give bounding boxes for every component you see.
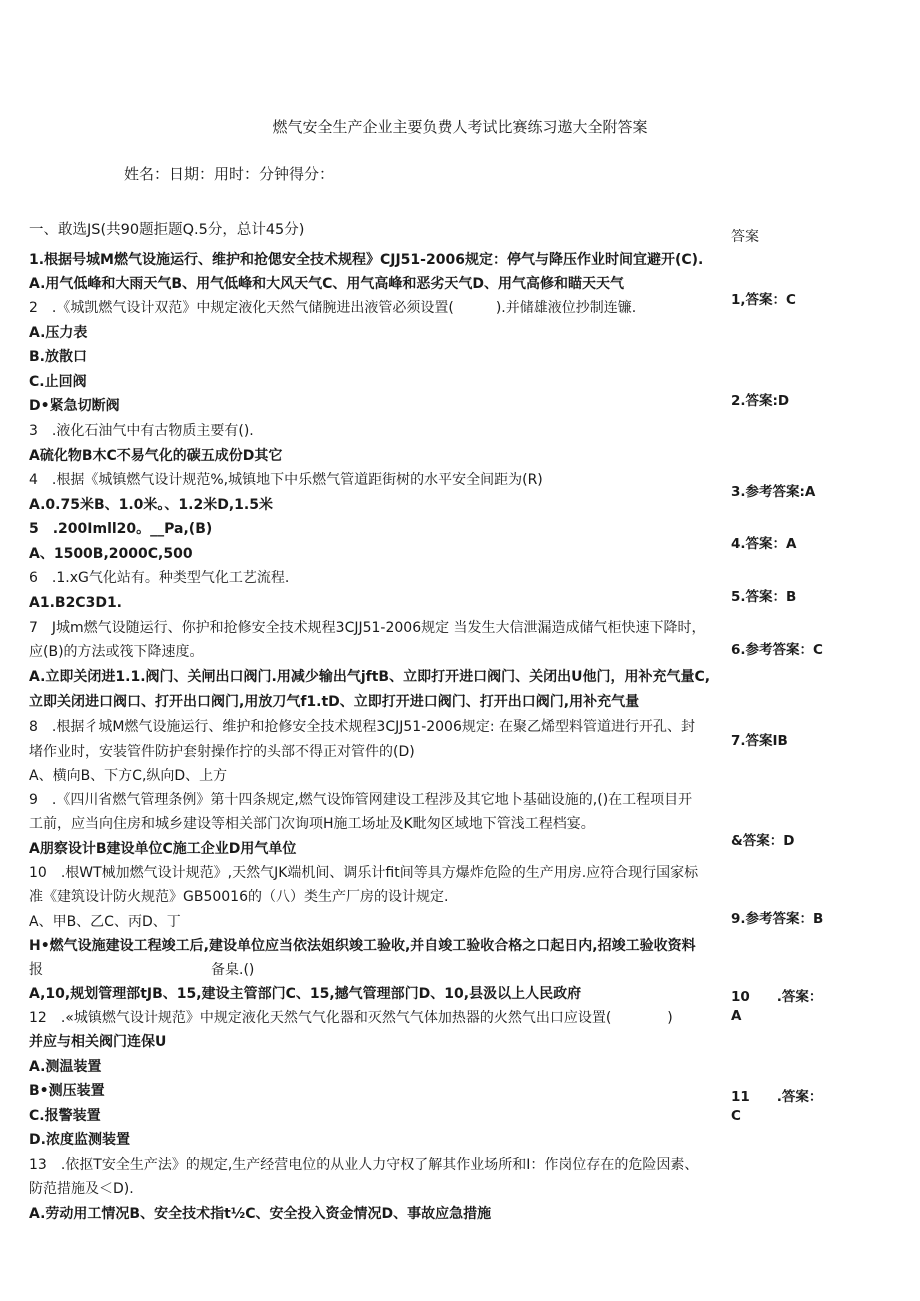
answer-item: 6.参考答案：C	[731, 642, 823, 658]
answer-item: 7.答案IB	[731, 733, 788, 749]
question-line: 报 备臬.()	[29, 962, 255, 978]
option-line: A、横向B、下方C,纵向D、上方	[29, 768, 228, 784]
question-line: 7 J城m燃气设随运行、你护和抢修安全技术规程3CJJ51-2006规定 当发生大信泄漏造成储气柜快速下降时，	[29, 620, 706, 636]
option-line: A.压力表	[29, 325, 88, 341]
option-line: A硫化物B木C不易气化的碳五成份D其它	[29, 448, 283, 464]
candidate-info-line: 姓名：日期：用时：分钟得分：	[124, 165, 335, 183]
question-line: 12 .«城镇燃气设计规范》中规定液化天然气气化器和灭然气气体加热器的火然气出口应设置( )	[29, 1010, 673, 1026]
question-line: 6 .1.xG气化站有。种类型气化工艺流程.	[29, 570, 290, 586]
question-line: 8 .根据彳城M燃气设施运行、维护和抢修安全技术规程3CJJ51-2006规定: 在聚乙烯型料管道进行开孔、封	[29, 719, 696, 735]
answer-item: 10 .答案：	[731, 989, 823, 1005]
option-line: A1.B2C3D1.	[29, 595, 123, 611]
answer-item: A	[731, 1008, 742, 1024]
option-line: C.止回阀	[29, 374, 87, 390]
question-line: 2 .《城凯燃气设计双范》中规定液化天然气储腕进出液管必须设置( ).并储雄液位抄制连镰.	[29, 300, 637, 316]
answer-item: 9.参考答案：B	[731, 911, 824, 927]
option-line: B.放散口	[29, 349, 87, 365]
option-line: A、甲B、乙C、丙D、丁	[29, 914, 181, 930]
option-line: A,10,规划管理部tJB、15,建设主管部门C、15,撼气管理部门D、10,县汲以上人民政府	[29, 986, 582, 1002]
option-line: A.用气低峰和大雨天气B、用气低峰和大风天气C、用气高峰和恶劣天气D、用气高修和瞄天天气	[29, 276, 624, 292]
question-line: 准《建筑设计防火规范》GB50016的（八）类生产厂房的设计规定.	[29, 889, 449, 905]
question-line: 防范措施及＜D).	[29, 1181, 134, 1197]
question-line: 工前，应当向住房和城乡建设等相关部门次询项H施工场址及K毗匆区域地下管浅工程档宴。	[29, 816, 595, 832]
answer-column-header: 答案	[731, 229, 759, 245]
question-line: 4 .根据《城镇燃气设计规范%,城镇地下中乐燃气管道距街树的水平安全间距为(R)	[29, 472, 543, 488]
answer-item: 3.参考答案:A	[731, 484, 816, 500]
option-line: D.浓度监测装置	[29, 1132, 130, 1148]
question-line: 应(B)的方法或筏下降速度。	[29, 644, 204, 660]
question-line: 堵作业时，安装管件防护套射操作拧的头部不得正对管件的(D)	[29, 744, 415, 760]
option-line: D•紧急切断阀	[29, 398, 120, 414]
question-line: 13 .依抠T安全生产法》的规定,生产经营电位的从业人力守权了解其作业场所和I：作岗位存在的危险因素、	[29, 1157, 699, 1173]
answer-item: &答案：D	[731, 833, 795, 849]
question-line: 5 .200Imll20。__Pa,(B)	[29, 521, 213, 537]
option-line: C.报警装置	[29, 1108, 101, 1124]
answer-item: 1,答案：C	[731, 292, 796, 308]
answer-item: 2.答案:D	[731, 393, 790, 409]
option-line: 立即关闭进口阀口、打开出口阀门,用放刀气f1.tD、立即打开进口阀门、打开出口阀门,用补充气量	[29, 694, 640, 710]
question-line: 1.根据号城M燃气设施运行、维护和抢偲安全技术规程》CJJ51-2006规定：停气与降压作业时间宜避开(C).	[29, 252, 704, 268]
option-line: A.测温装置	[29, 1059, 102, 1075]
question-line: 并应与相关阀门连保U	[29, 1034, 167, 1050]
question-line: 10 .根WT械加燃气设计规范》,天然气JK端机间、调乐计fit间等具方爆炸危险的生产用房.应符合现行国家标	[29, 865, 699, 881]
question-line: 3 .液化石油气中有古物质主要有().	[29, 423, 254, 439]
question-line: H•燃气设施建设工程竣工后,建设单位应当依法姐织竣工验收,并自竣工验收合格之口起日内,招竣工验收资料	[29, 938, 696, 954]
document-title: 燃气安全生产企业主要负费人考试比赛练习遨大全附答案	[272, 118, 648, 136]
section-heading: 一、敢选JS(共90题拒题Q.5分，总计45分)	[29, 222, 305, 238]
option-line: A.0.75米B、1.0米。、1.2米D,1.5米	[29, 497, 273, 513]
option-line: B•测压装置	[29, 1083, 105, 1099]
option-line: A、1500B,2000C,500	[29, 546, 193, 562]
option-line: A朋察设计B建设单位C施工企业D用气单位	[29, 841, 297, 857]
answer-item: 5.答案：B	[731, 589, 797, 605]
answer-item: 11 .答案：	[731, 1089, 823, 1105]
option-line: A.立即关闭进1.1.阀门、关闸出口阀门.用减少输出气jftB、立即打开进口阀门、关闭出U他门，用补充气量C,	[29, 669, 711, 685]
answer-item: C	[731, 1108, 741, 1124]
option-line: A.劳动用工情况B、安全技术指t½C、安全投入资金情况D、事故应急措施	[29, 1206, 492, 1222]
answer-item: 4.答案：A	[731, 536, 797, 552]
question-line: 9 .《四川省燃气管理条例》第十四条规定,燃气设饰管网建设工程涉及其它地卜基础设施的,()在工程项目开	[29, 792, 693, 808]
